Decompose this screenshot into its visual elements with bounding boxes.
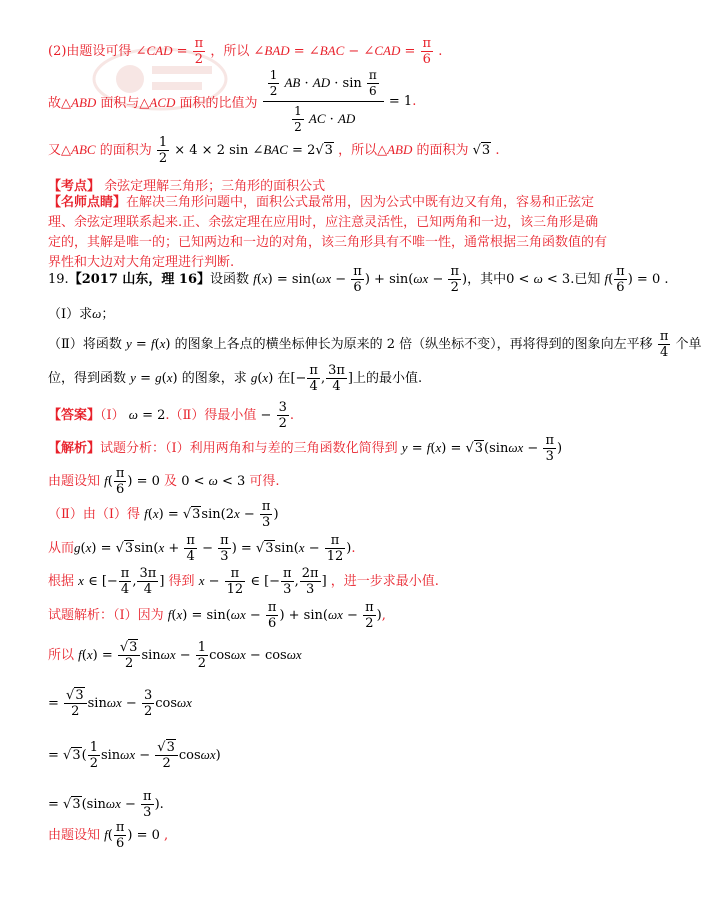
text-fragment: （Ⅰ） (100, 408, 125, 423)
kaodian-text: 余弦定理解三角形；三角形的面积公式 (104, 179, 326, 194)
triangle-acd: ACD (149, 95, 176, 110)
solution-line-area: 又△ABC 的面积为 $\frac{1}{2}$ × 4 × 2 sin ∠BAC = 2√3 ，所以△ABD 的面积为 √3 . (48, 135, 500, 166)
answer-line: 【答案】（Ⅰ） ω = 2.（Ⅱ）得最小值 − $\frac{3}{2}$ . (48, 400, 294, 431)
text-fragment: ； (101, 307, 115, 322)
kaodian-tag: 【考点】 (48, 179, 101, 194)
text-fragment: 所以 (48, 648, 75, 663)
derivation-line-9: = √3(sinωx − $\frac{\pi}{3}$ ). (48, 789, 164, 820)
triangle-abd: ABD (71, 95, 97, 110)
analysis-line: 【解析】试题分析：（Ⅰ）利用两角和与差的三角函数化简得到 y = f(x) = √3(sinωx − $\frac{\pi}{3}$ ) (48, 433, 563, 464)
text-fragment: 得到 (168, 574, 195, 589)
text-fragment: 面积与△ (96, 96, 150, 111)
text-fragment: . (438, 44, 443, 59)
derivation-line-3: 从而g(x) = √3sin(x + $\frac{\pi}{4}$ − $\frac{\pi}{3}$ ) = √3sin(x − $\frac{\pi}{12}$ ). (48, 533, 356, 564)
text-fragment: 可得. (249, 474, 280, 489)
text-fragment: （Ⅱ）由（Ⅰ）得 (48, 507, 140, 522)
derivation-line-5: 试题解析：（Ⅰ）因为 f(x) = sin(ωx − $\frac{\pi}{6}$ ) + sin(ωx − $\frac{\pi}{2}$ ), (48, 600, 386, 631)
text-fragment: 故△ (48, 96, 71, 111)
derivation-line-1: 由题设知 f( $\frac{\pi}{6}$ ) = 0 及 0 < ω < 3 可得. (48, 466, 280, 497)
text-fragment: 的面积为 (95, 143, 152, 158)
text-fragment: 从而 (48, 541, 75, 556)
text-fragment: 面积的比值为 (175, 96, 258, 111)
text-fragment: (2)由题设可得 (48, 44, 132, 59)
text-fragment: 的图象上各点的横坐标伸长为原来的 2 倍（纵坐标不变），再将得到的图象向左平移 (174, 337, 653, 352)
text-fragment: . (412, 94, 417, 109)
derivation-line-7: = $\frac{√3}{2}$ sinωx − $\frac{3}{2}$ cosωx (48, 688, 192, 719)
analysis-text: 试题分析：（Ⅰ）利用两角和与差的三角函数化简得到 (100, 441, 398, 456)
solution-line-cad: (2)由题设可得 ∠CAD = $\frac{\pi}{2}$ ，所以 ∠BAD = ∠BAC − ∠CAD = $\frac{\pi}{6}$ . (48, 36, 443, 67)
derivation-line-10: 由题设知 f( $\frac{\pi}{6}$ ) = 0 , (48, 820, 169, 851)
derivation-line-2: （Ⅱ）由（Ⅰ）得 f(x) = √3sin(2x − $\frac{\pi}{3}$ ) (48, 499, 279, 530)
text-fragment: （Ⅱ）将函数 (48, 337, 122, 352)
text-fragment: 在 (277, 371, 291, 386)
mingshi-text: 在解决三角形问题中，面积公式最常用，因为公式中既有边又有角，容易和正弦定理、余弦定理联系起来.正、余弦定理在应用时，应注意灵活性，已知两角和一边，该三角形是确定的，其解是唯一的；已知两边和一边的对角，该三角形具有不唯一性，通常根据三角函数值的有界性和大边对大角定理进行判断. (48, 195, 608, 270)
text-fragment: . (495, 143, 500, 158)
part-2-line-2: 位，得到函数 y = g(x) 的图象，求 g(x) 在[− $\frac{\pi}{4}$ , $\frac{3\pi}{4}$ ]上的最小值. (48, 363, 423, 394)
triangle-abc: ABC (71, 142, 96, 157)
text-fragment: ，所以△ (338, 143, 388, 158)
text-fragment: 个单 (675, 337, 702, 352)
solution-line-ratio: 故△ABD 面积与△ACD 面积的比值为 $\frac{1}{2}$ AB · AD · sin $\frac{\pi}{6}$ $\frac{1}{2}$ AC · AD = 1. (48, 68, 417, 134)
text-fragment: ，其中 (467, 272, 507, 287)
text-fragment: 由题设知 (48, 474, 101, 489)
mingshi-paragraph (48, 193, 608, 273)
text-fragment: 试题解析：（Ⅰ）因为 (48, 608, 164, 623)
mingshi-tag: 【名师点睛】 (48, 195, 127, 210)
part-2-line-1: （Ⅱ）将函数 y = f(x) 的图象上各点的横坐标伸长为原来的 2 倍（纵坐标不变），再将得到的图象向左平移 $\frac{\pi}{4}$ 个单 (48, 329, 702, 360)
question-source: 【2017 山东，理 16】 (68, 272, 211, 287)
text-fragment: ，进一步求最小值. (330, 574, 439, 589)
derivation-line-8: = √3( $\frac{1}{2}$ sinωx − $\frac{√3}{2}$ cosωx) (48, 740, 221, 771)
part-1-label: （Ⅰ）求 (48, 307, 93, 322)
text-fragment: 设函数 (210, 272, 250, 287)
derivation-line-4: 根据 x ∈ [− $\frac{\pi}{4}$ , $\frac{3\pi}{4}$ ] 得到 x − $\frac{\pi}{12}$ ∈ [− $\frac{\pi}{3}$ , $\frac{2\pi}{3}$ ] ，进一步求最小值. (48, 566, 439, 597)
text-fragment: 的面积为 (412, 143, 469, 158)
question-number: 19. (48, 272, 69, 287)
text-fragment: .（Ⅱ）得最小值 (165, 408, 257, 423)
text-fragment: .已知 (570, 272, 601, 287)
answer-tag: 【答案】 (48, 408, 101, 423)
text-fragment: ，所以 (210, 44, 250, 59)
text-fragment: 的图象，求 (181, 371, 247, 386)
part-1-line: （Ⅰ）求ω； (48, 306, 115, 322)
question-19-line: 19.【2017 山东，理 16】设函数 f(x) = sin(ωx − $\frac{\pi}{6}$ ) + sin(ωx − $\frac{\pi}{2}$ )，其中0 < ω < 3.已知 f( $\frac{\pi}{6}$ ) = 0 . (48, 264, 669, 295)
text-fragment: 上的最小值. (353, 371, 423, 386)
text-fragment: 由题设知 (48, 828, 101, 843)
kaodian-line (48, 175, 688, 194)
derivation-line-6: 所以 f(x) = $\frac{√3}{2}$ sinωx − $\frac{1}{2}$ cosωx − cosωx (48, 640, 302, 671)
text-fragment: 位，得到函数 (48, 371, 127, 386)
triangle-abd-2: ABD (387, 142, 413, 157)
analysis-tag: 【解析】 (48, 441, 101, 456)
text-fragment: 根据 (48, 574, 75, 589)
text-fragment: 又△ (48, 143, 71, 158)
ratio-result: = 1 (388, 94, 413, 109)
text-fragment: 及 (164, 474, 178, 489)
